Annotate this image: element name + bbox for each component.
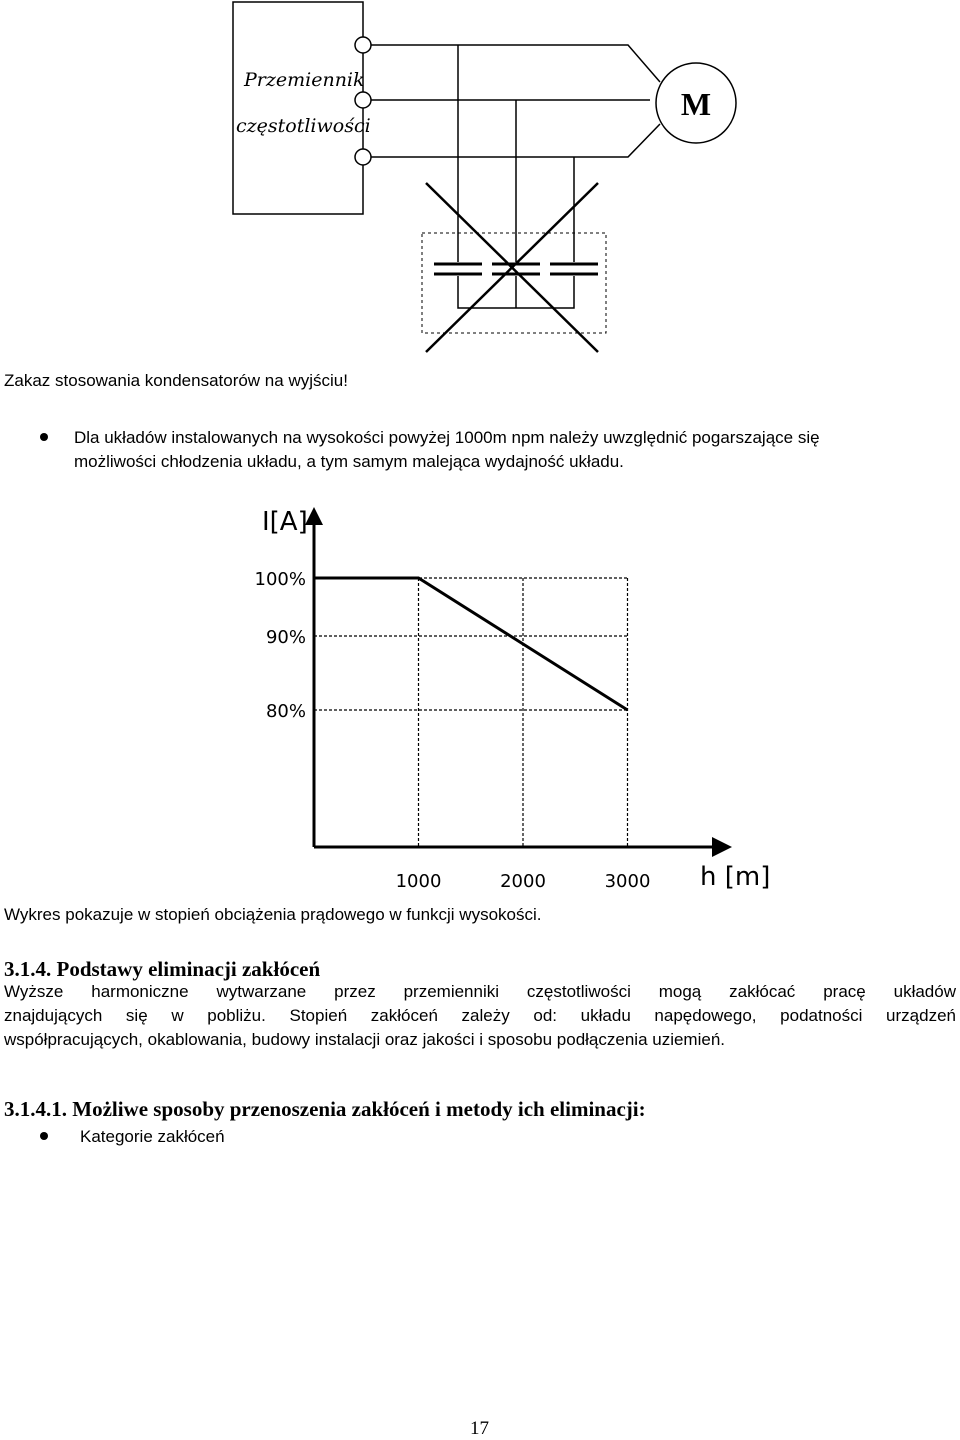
x-axis-arrow-icon bbox=[712, 837, 732, 857]
x-tick-label: 2000 bbox=[500, 871, 546, 892]
section-3141-heading: 3.1.4.1. Możliwe sposoby przenoszenia zakłóceń i metody ich eliminacji: bbox=[4, 1097, 646, 1121]
motor-label: M bbox=[680, 86, 712, 122]
wiring-diagram bbox=[0, 0, 960, 372]
section-314-line2: znajdujących się w pobliżu. Stopień zakłóceń zależy od: układu napędowego, podatności urządzeń bbox=[4, 1006, 956, 1025]
terminal-2 bbox=[355, 92, 371, 108]
derating-chart bbox=[0, 495, 960, 900]
y-tick-label: 100% bbox=[254, 569, 306, 590]
section-314-line3: współpracujących, okablowania, budowy instalacji oraz jakości i sposobu podłączenia uziemień. bbox=[4, 1030, 726, 1049]
bullet-altitude-line1: Dla układów instalowanych na wysokości powyżej 1000m npm należy uwzględnić pogarszające się bbox=[74, 428, 820, 447]
y-tick-label: 80% bbox=[265, 701, 306, 722]
inverter-box bbox=[233, 2, 363, 214]
bullet-dot bbox=[40, 433, 48, 441]
forbidden-cross-icon bbox=[426, 183, 598, 352]
inverter-label-line1: Przemiennik bbox=[244, 69, 365, 91]
inverter-label-line2: częstotliwości bbox=[236, 115, 371, 137]
section-314-heading: 3.1.4. Podstawy eliminacji zakłóceń bbox=[4, 957, 321, 981]
x-tick-label: 1000 bbox=[395, 871, 442, 892]
terminal-3 bbox=[355, 149, 371, 165]
section-3141-bullet: Kategorie zakłóceń bbox=[80, 1127, 225, 1146]
x-axis-label: h [m] bbox=[700, 862, 771, 892]
caption-capacitors: Zakaz stosowania kondensatorów na wyjściu! bbox=[4, 371, 348, 390]
axes bbox=[314, 523, 718, 847]
capacitor-box bbox=[422, 233, 606, 333]
x-tick-label: 3000 bbox=[604, 871, 651, 892]
bullet-altitude-line2: możliwości chłodzenia układu, a tym samym malejąca wydajność układu. bbox=[74, 452, 624, 471]
page-number: 17 bbox=[470, 1418, 489, 1439]
bullet-dot bbox=[40, 1132, 48, 1140]
wire-1 bbox=[371, 45, 660, 82]
grid bbox=[314, 578, 628, 847]
terminal-1 bbox=[355, 37, 371, 53]
caption-chart: Wykres pokazuje w stopień obciążenia prądowego w funkcji wysokości. bbox=[4, 905, 542, 924]
derating-line bbox=[314, 578, 628, 710]
y-axis-label: I[A] bbox=[262, 507, 308, 537]
y-tick-label: 90% bbox=[265, 627, 306, 648]
section-314-line1: Wyższe harmoniczne wytwarzane przez przemienniki częstotliwości mogą zakłócać pracę układów bbox=[4, 982, 956, 1001]
